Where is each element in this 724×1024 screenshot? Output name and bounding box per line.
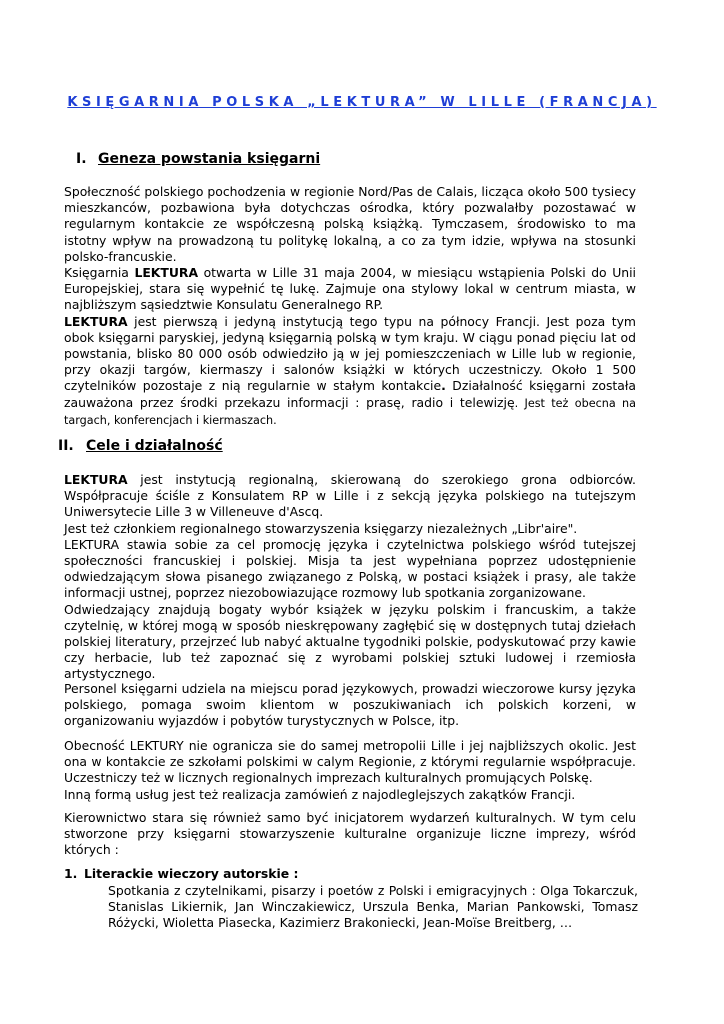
section-2-title: Cele i działalność xyxy=(86,438,223,454)
paragraph: Kierownictwo stara się również samo być inicjatorem wydarzeń kulturalnych. W tym celu stworzone przy księgarni stowarzyszenie kulturalne organizuje liczne imprezy, wśród których : xyxy=(64,810,636,858)
section-2-body xyxy=(64,472,636,683)
section-1-number: I. xyxy=(76,151,87,167)
paragraph: LEKTURA stawia sobie za cel promocję języka i czytelnictwa polskiego wśród tutejszej społeczności francuskiej i polskiej. Misja ta jest wypełniana poprzez udostępnienie odwiedzającym słowa pisanego związanego z Polską, w postaci książek i prasy, ale także informacji ustnej, poprzez niezobowiazujące rozmowy lub spotkania zorganizowane. xyxy=(64,536,636,601)
section-2-number: II. xyxy=(58,438,74,454)
section-2-heading xyxy=(58,438,223,454)
paragraph: Odwiedzający znajdują bogaty wybór książek w języku polskim i francuskim, a także czytelnię, w której mogą w sposób nieskrępowany zagłębić się w dostępnych tutaj dziełach polskiej literatury, przejrzeć lub nabyć aktualne tygodniki polskie, podyskutować przy kawie czy herbacie, lub też zapoznać się z wyrobami polskiej sztuki ludowej i rzemiosła artystycznego. xyxy=(64,601,636,682)
paragraph-block xyxy=(64,681,636,730)
section-1-title: Geneza powstania księgarni xyxy=(98,151,321,167)
section-1-body xyxy=(64,184,636,429)
paragraph: Społeczność polskiego pochodzenia w regionie Nord/Pas de Calais, licząca około 500 tysiecy mieszkanców, pozbawiona była dotychczas ośrodka, który pozwalałby pozostawać w regularnym kontakcie ze współczesną polską książką. Tymczasem, środowisko to ma istotny wpływ na prowadzoną tu politykę lokalną, a co za tym idzie, wpływa na stosunki polsko-francuskie. xyxy=(64,184,636,264)
brand-name: LEKTURA xyxy=(64,313,128,329)
brand-name: LEKTURA xyxy=(64,472,128,487)
paragraph: LEKTURA jest pierwszą i jedyną instytucją tego typu na północy Francji. Jest poza tym obok księgarni paryskiej, jedyną księgarnią polską w tym kraju. W ciągu ponad pięciu lat od powstania, blisko 80 000 osób odwiedziło ją w jej pomieszczeniach w Lille lub w regionie, przy okazji targów, kiermaszy i salonów książki w których uczestniczy. Około 1 500 czytelników pozostaje z nią regularnie w stałym kontakcie. Działalność księgarni została zauważona przez środki przekazu informacji : prasę, radio i telewizję. Jest też obecna na targach, konferencjach i kiermaszach. xyxy=(64,313,636,427)
list-item-title: 1. Literackie wieczory autorskie : xyxy=(64,866,299,881)
list-item-number: 1. xyxy=(64,866,78,881)
paragraph: Obecność LEKTURY nie ogranicza sie do samej metropolii Lille i jej najbliższych okolic. Jest ona w kontakcie ze szkołami polskimi w calym Regionie, z którymi regularnie współpracuje. Uczestniczy też w licznych regionalnych imprezach kulturalnych promujących Polskę. xyxy=(64,738,636,786)
document-title: KSIĘGARNIA POLSKA „LEKTURA” W LILLE (FRANCJA) xyxy=(67,95,657,110)
paragraph-block xyxy=(64,738,636,803)
list-item-text: Spotkania z czytelnikami, pisarzy i poetów z Polski i emigracyjnych : Olga Tokarczuk, Stanislas Likiernik, Jan Winczakiewicz, Urszula Benka, Marian Pankowski, Tomasz Różycki, Wioletta Piasecka, Kazimierz Brakoniecki, Jean-Moïse Breitberg, … xyxy=(108,883,638,931)
paragraph-block xyxy=(64,810,636,859)
brand-name: LEKTURA xyxy=(134,265,199,281)
paragraph: Księgarnia LEKTURA otwarta w Lille 31 maja 2004, w miesiącu wstąpienia Polski do Unii Europejskiej, stara się wypełnić tę lukę. Zajmuje ona stylowy lokal w centrum miasta, w najbliższym sąsiedztwie Konsulatu Generalnego RP. xyxy=(64,265,636,313)
paragraph: Personel księgarni udziela na miejscu porad językowych, prowadzi wieczorowe kursy języka polskiego, pomaga swoim klientom w poszukiwaniach ich polskich korzeni, w organizowaniu wyjazdów i pobytów turystycznych w Polsce, itp. xyxy=(64,681,636,729)
section-1-heading xyxy=(76,151,320,167)
paragraph: LEKTURA jest instytucją regionalną, skierowaną do szerokiego grona odbiorców. Współpracuje ściśle z Konsulatem RP w Lille i z sekcją języka polskiego na tutejszym Uniwersytecie Lille 3 w Villeneuve d'Ascq. xyxy=(64,472,636,520)
paragraph: Inną formą usług jest też realizacja zamówień z najodleglejszych zakątków Francji. xyxy=(64,786,576,802)
paragraph: Jest też członkiem regionalnego stowarzyszenia księgarzy niezależnych „Libr'aire". xyxy=(64,520,578,536)
